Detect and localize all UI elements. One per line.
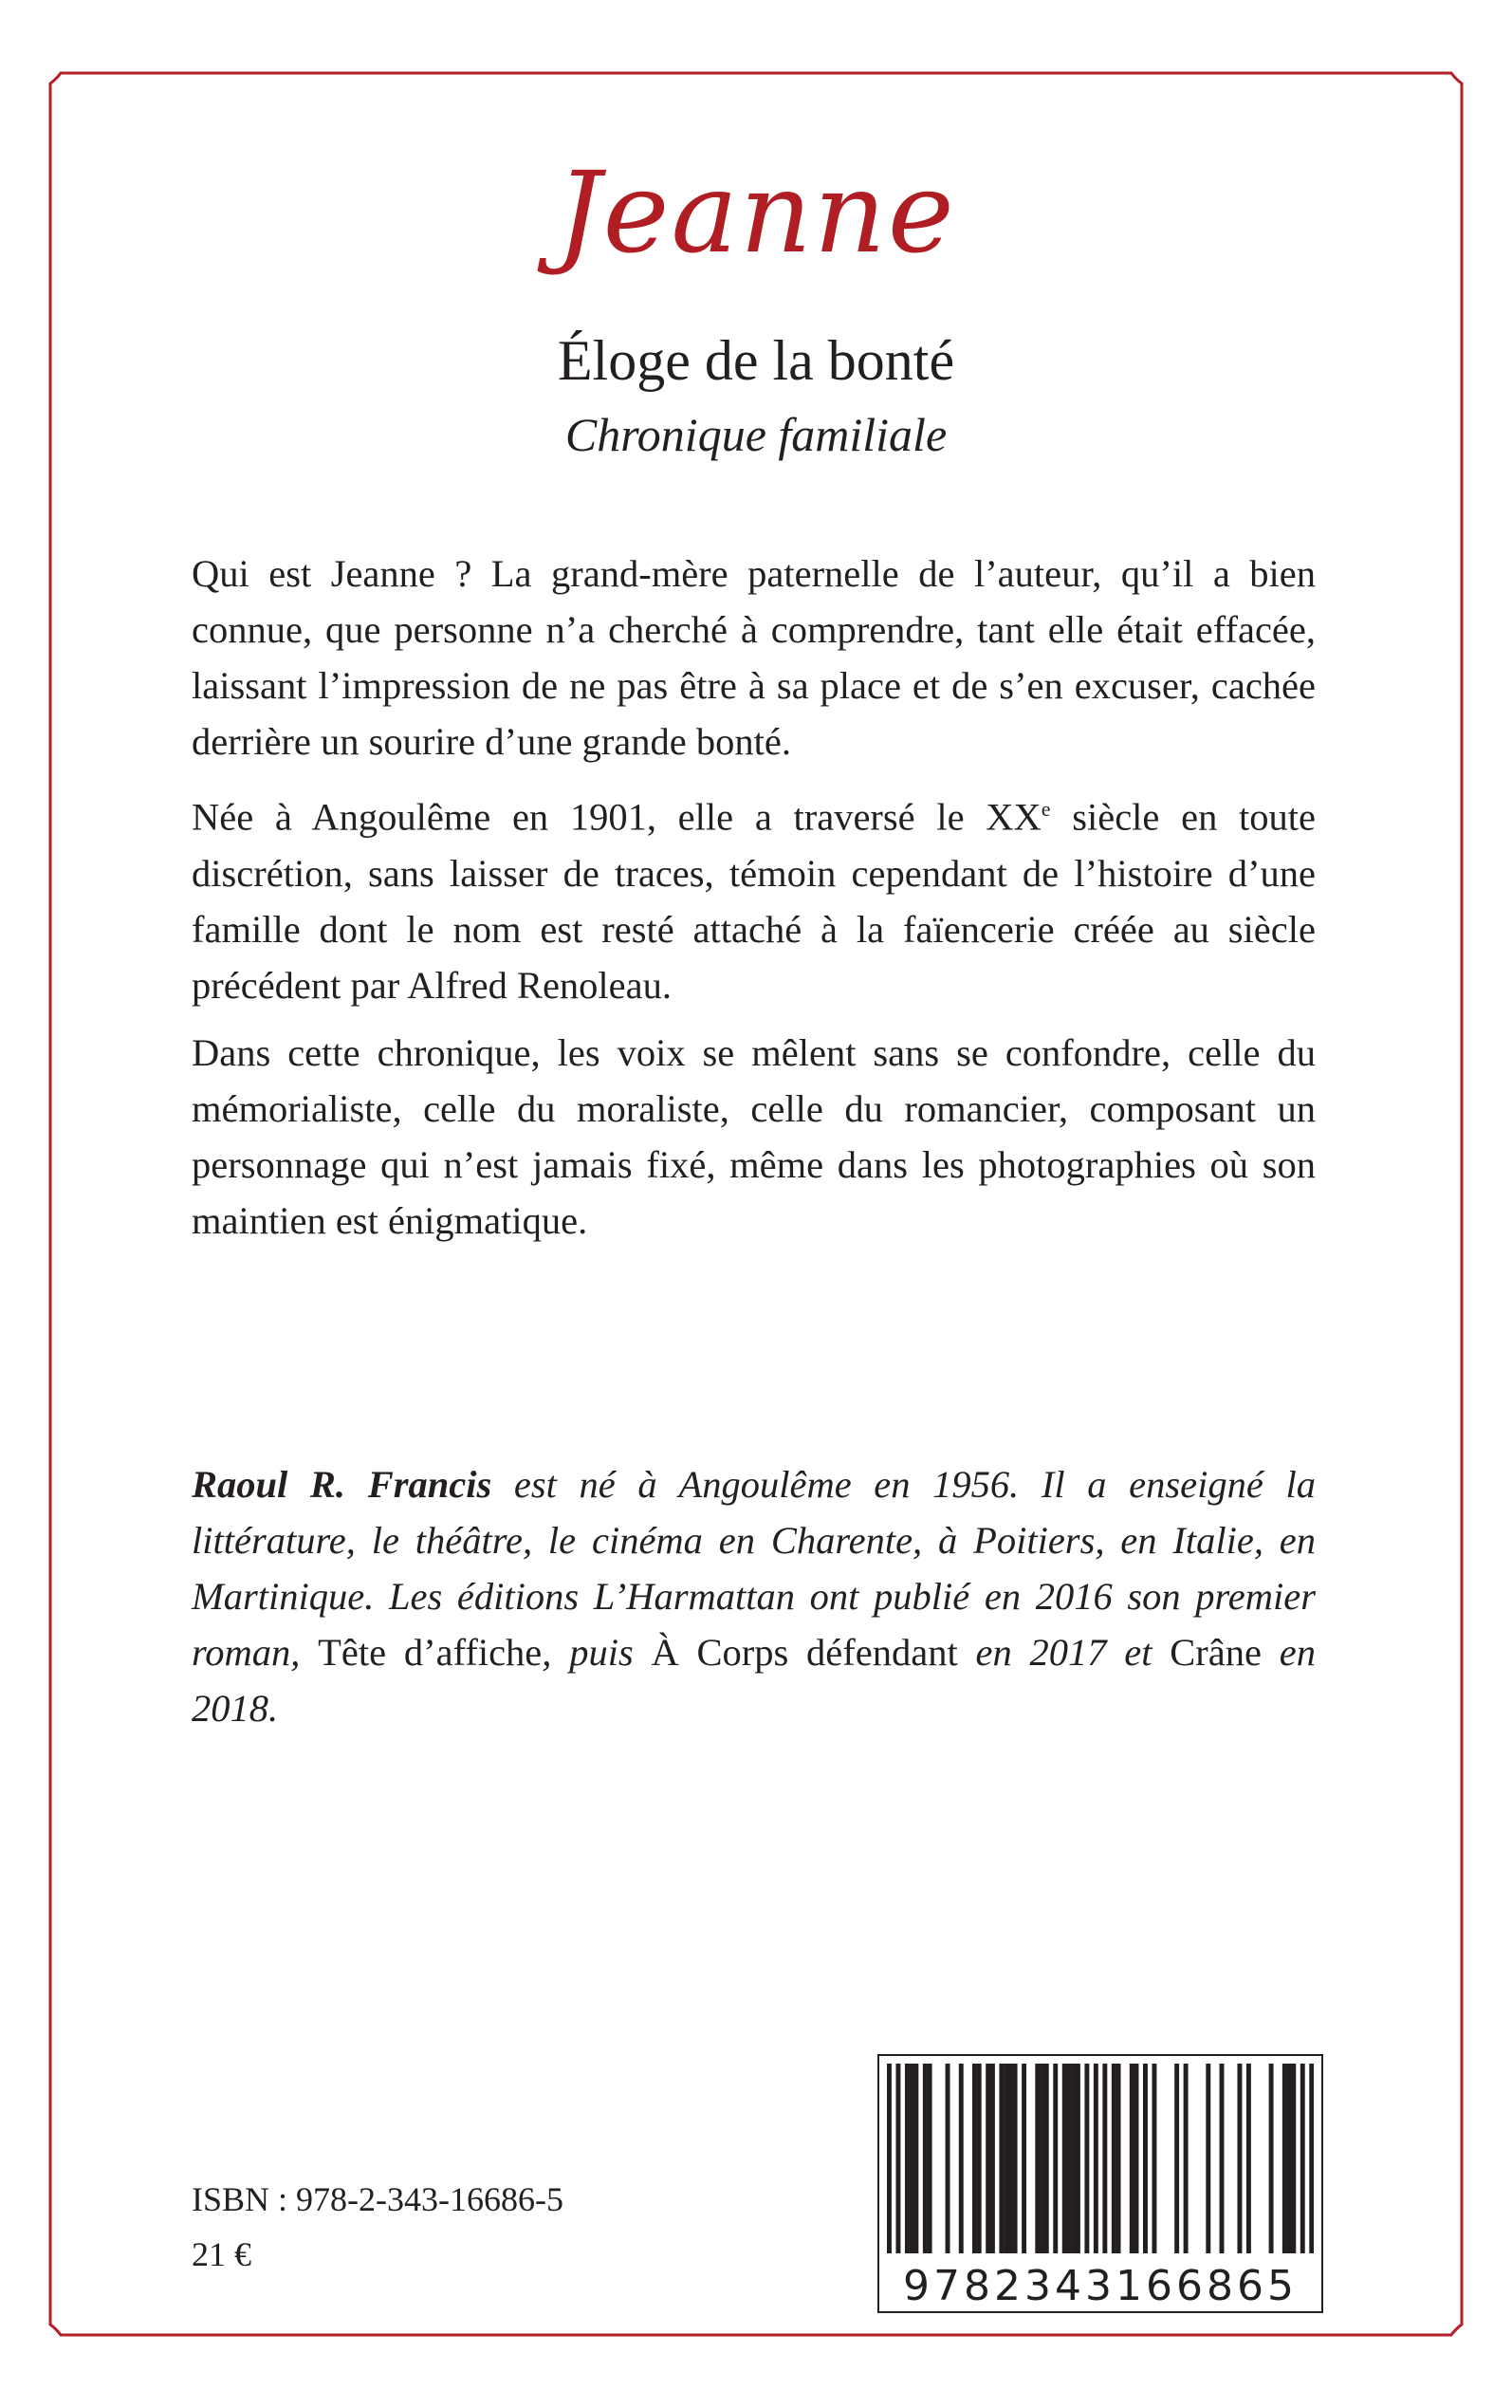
bio-book-3: Crâne [1170,1631,1262,1674]
barcode-bar [1152,2064,1156,2253]
barcode-bar [1102,2064,1107,2253]
barcode-bar [972,2064,977,2253]
book-title: Jeanne [556,147,956,278]
bio-text-3: en 2017 et [957,1631,1171,1674]
author-bio [192,1456,1316,1736]
blurb-p2-part-a: Née à Angoulême en 1901, elle a traversé le XX [192,795,1042,839]
bio-text-2: , puis [542,1631,652,1674]
bio-text-1: est né à Angoulême en 1956. Il a enseigné la littérature, le théâtre, le cinéma en Charente, à Poitiers, en Italie, en Martinique. Les éditions L’Harmattan ont publié en 2016 son premier roman, [192,1463,1316,1674]
barcode-bar [887,2064,892,2253]
barcode-bar [895,2064,900,2253]
barcode-bar [1084,2064,1089,2253]
barcode-bar [1076,2064,1080,2253]
barcode-bar [1291,2064,1296,2253]
barcode-bar [1116,2064,1121,2253]
book-genre: Chronique familiale [564,408,948,461]
barcode-bar [923,2064,928,2253]
barcode-bar [1246,2064,1251,2253]
bio-text-4: en 2018. [192,1631,1316,1730]
barcode-bar [913,2064,918,2253]
barcode-bar [1112,2064,1116,2253]
blurb-p2-part-b: siècle en toute discrétion, sans laisser de traces, témoin cependant de l’histoire d’une famille dont le nom est resté attaché à la faïencerie créée au siècle précédent par Alfred Renoleau. [192,795,1316,1007]
bio-book-1: Tête d’affiche [318,1631,543,1674]
barcode-bar [1237,2064,1242,2253]
blurb-paragraph-2 [192,781,1316,1013]
isbn-label: ISBN : 978-2-343-16686-5 [192,2180,563,2218]
barcode-bar [1062,2064,1067,2253]
price-label: 21 € [192,2235,251,2273]
barcode-bar [1022,2064,1026,2253]
barcode-bar [1206,2064,1210,2253]
author-name: Raoul R. Francis [192,1463,492,1506]
barcode-bar [1008,2064,1013,2253]
barcode-bar [1309,2064,1314,2253]
barcode-bar [1184,2064,1189,2253]
barcode-bar [1035,2064,1040,2253]
barcode-bar [1287,2064,1292,2253]
blurb-paragraph-1: Qui est Jeanne ? La grand-mère paternelle de l’auteur, qu’il a bien connue, que personne n’a cherché à comprendre, tant elle était effacée, laissant l’impression de ne pas être à sa place et de s’en excuser, cachée derrière un sourire d’une grande bonté. [192,552,1316,763]
barcode-bar [959,2064,964,2253]
barcode-bar [1282,2064,1287,2253]
blurb-paragraph-3: Dans cette chronique, les voix se mêlent sans se confondre, celle du mémorialiste, celle du moraliste, celle du romancier, composant un personnage qui n’est jamais fixé, même dans les photographies où son maintien est énigmatique. [192,1030,1316,1242]
barcode-bar [1071,2064,1076,2253]
barcode-bar [1066,2064,1071,2253]
barcode-digits: 9782343166865 [903,2262,1298,2310]
barcode-bar [1013,2064,1018,2253]
back-cover-blurb [192,546,1316,1260]
blurb-p2-superscript: e [1041,797,1051,821]
barcode-bar [910,2064,914,2253]
barcode-bar [1269,2064,1274,2253]
barcode-bar [1053,2064,1058,2253]
barcode-bar [1300,2064,1305,2253]
barcode-bar [1044,2064,1049,2253]
barcode-bar [1143,2064,1148,2253]
barcode-bar [990,2064,995,2253]
barcode-bar [905,2064,910,2253]
barcode [877,2054,1323,2313]
barcode-bar [1174,2064,1179,2253]
book-subtitle: Éloge de la bonté [557,329,955,392]
barcode-bar [1134,2064,1139,2253]
barcode-bar [1130,2064,1134,2253]
barcode-bars [887,2064,1314,2253]
barcode-bar [928,2064,932,2253]
barcode-bar [1220,2064,1225,2253]
barcode-bar [1094,2064,1098,2253]
barcode-bar [999,2064,1004,2253]
barcode-bar [977,2064,982,2253]
barcode-bar [946,2064,950,2253]
bio-book-2: À Corps défendant [651,1631,958,1674]
barcode-bar [1004,2064,1008,2253]
barcode-bar [1040,2064,1044,2253]
barcode-bar [986,2064,990,2253]
